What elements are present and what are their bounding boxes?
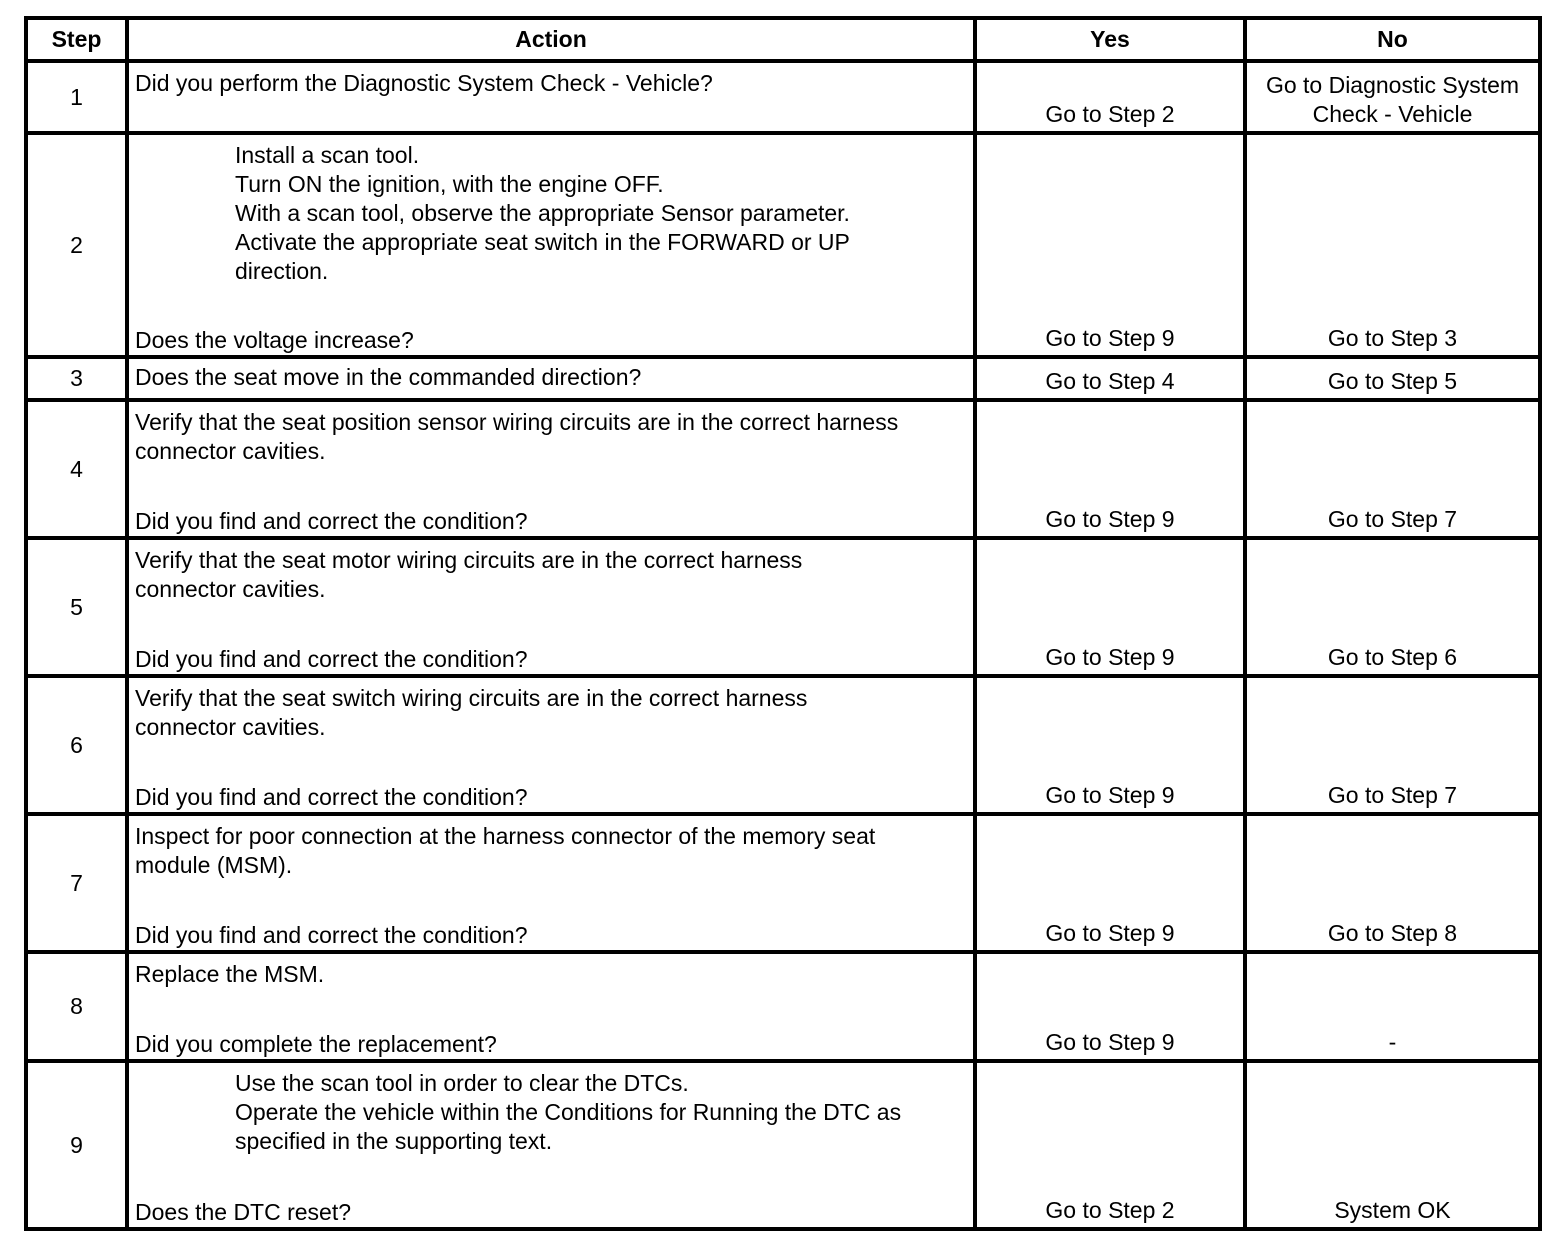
table-row [26, 1061, 1540, 1229]
table-row [26, 133, 1540, 357]
step-number: 5 [26, 538, 127, 676]
no-cell: - [1245, 952, 1540, 1061]
header-no: No [1245, 18, 1540, 61]
action-cell [127, 400, 975, 538]
table-row [26, 538, 1540, 676]
no-cell: Go to Step 7 [1245, 676, 1540, 814]
no-text-line1: Go to Diagnostic System [1265, 72, 1520, 98]
question-text: Did you complete the replacement? [135, 1031, 497, 1057]
question-text: Did you find and correct the condition? [135, 922, 528, 948]
no-cell [1245, 61, 1540, 133]
no-cell: Go to Step 3 [1245, 133, 1540, 357]
action-cell [127, 814, 975, 952]
procedure-list [135, 141, 967, 286]
procedure-item: Turn ON the ignition, with the engine OFF. [235, 171, 664, 197]
diagnostic-table [24, 16, 1542, 1231]
yes-cell: Go to Step 4 [975, 357, 1245, 400]
step-number: 4 [26, 400, 127, 538]
yes-cell: Go to Step 9 [975, 952, 1245, 1061]
action-cell [127, 952, 975, 1061]
yes-cell: Go to Step 9 [975, 400, 1245, 538]
table-row [26, 676, 1540, 814]
no-cell: Go to Step 5 [1245, 357, 1540, 400]
yes-cell: Go to Step 2 [975, 1061, 1245, 1229]
action-text: Inspect for poor connection at the harness connector of the memory seat module (MSM). [135, 823, 876, 878]
table-row [26, 400, 1540, 538]
question-text: Does the voltage increase? [135, 327, 414, 353]
yes-cell: Go to Step 9 [975, 676, 1245, 814]
question-text: Does the seat move in the commanded direction? [135, 364, 642, 390]
table-row [26, 814, 1540, 952]
question-text: Did you find and correct the condition? [135, 784, 528, 810]
step-number: 1 [26, 61, 127, 133]
action-cell [127, 133, 975, 357]
no-cell: Go to Step 6 [1245, 538, 1540, 676]
procedure-item: With a scan tool, observe the appropriate Sensor parameter. [235, 200, 850, 226]
no-cell: System OK [1245, 1061, 1540, 1229]
action-text: Replace the MSM. [135, 961, 325, 987]
action-cell [127, 61, 975, 133]
step-number: 7 [26, 814, 127, 952]
yes-cell: Go to Step 9 [975, 814, 1245, 952]
yes-cell: Go to Step 2 [975, 61, 1245, 133]
step-number: 3 [26, 357, 127, 400]
no-cell: Go to Step 7 [1245, 400, 1540, 538]
procedure-item: Activate the appropriate seat switch in the FORWARD or UP direction. [235, 229, 850, 284]
action-cell [127, 676, 975, 814]
no-text-line2: Check - Vehicle [1312, 101, 1473, 127]
action-text: Verify that the seat position sensor wiring circuits are in the correct harness connector cavities. [135, 409, 899, 464]
step-number: 8 [26, 952, 127, 1061]
table-row [26, 357, 1540, 400]
header-row [26, 18, 1540, 61]
action-text: Verify that the seat motor wiring circuits are in the correct harness connector cavities. [135, 547, 803, 602]
question-text: Did you find and correct the condition? [135, 646, 528, 672]
action-cell [127, 1061, 975, 1229]
procedure-item: Install a scan tool. [235, 142, 420, 168]
procedure-item: Use the scan tool in order to clear the DTCs. [235, 1070, 689, 1096]
table-row [26, 952, 1540, 1061]
action-cell [127, 357, 975, 400]
header-action: Action [127, 18, 975, 61]
no-cell: Go to Step 8 [1245, 814, 1540, 952]
yes-cell: Go to Step 9 [975, 538, 1245, 676]
table-row [26, 61, 1540, 133]
header-yes: Yes [975, 18, 1245, 61]
header-step: Step [26, 18, 127, 61]
step-number: 6 [26, 676, 127, 814]
procedure-item: Operate the vehicle within the Conditions for Running the DTC as specified in the supporting text. [235, 1099, 902, 1154]
step-number: 9 [26, 1061, 127, 1229]
action-text: Did you perform the Diagnostic System Check - Vehicle? [135, 70, 713, 96]
step-number: 2 [26, 133, 127, 357]
procedure-list [135, 1069, 967, 1156]
action-text: Verify that the seat switch wiring circuits are in the correct harness connector cavities. [135, 685, 808, 740]
yes-cell: Go to Step 9 [975, 133, 1245, 357]
question-text: Does the DTC reset? [135, 1199, 352, 1225]
action-cell [127, 538, 975, 676]
question-text: Did you find and correct the condition? [135, 508, 528, 534]
